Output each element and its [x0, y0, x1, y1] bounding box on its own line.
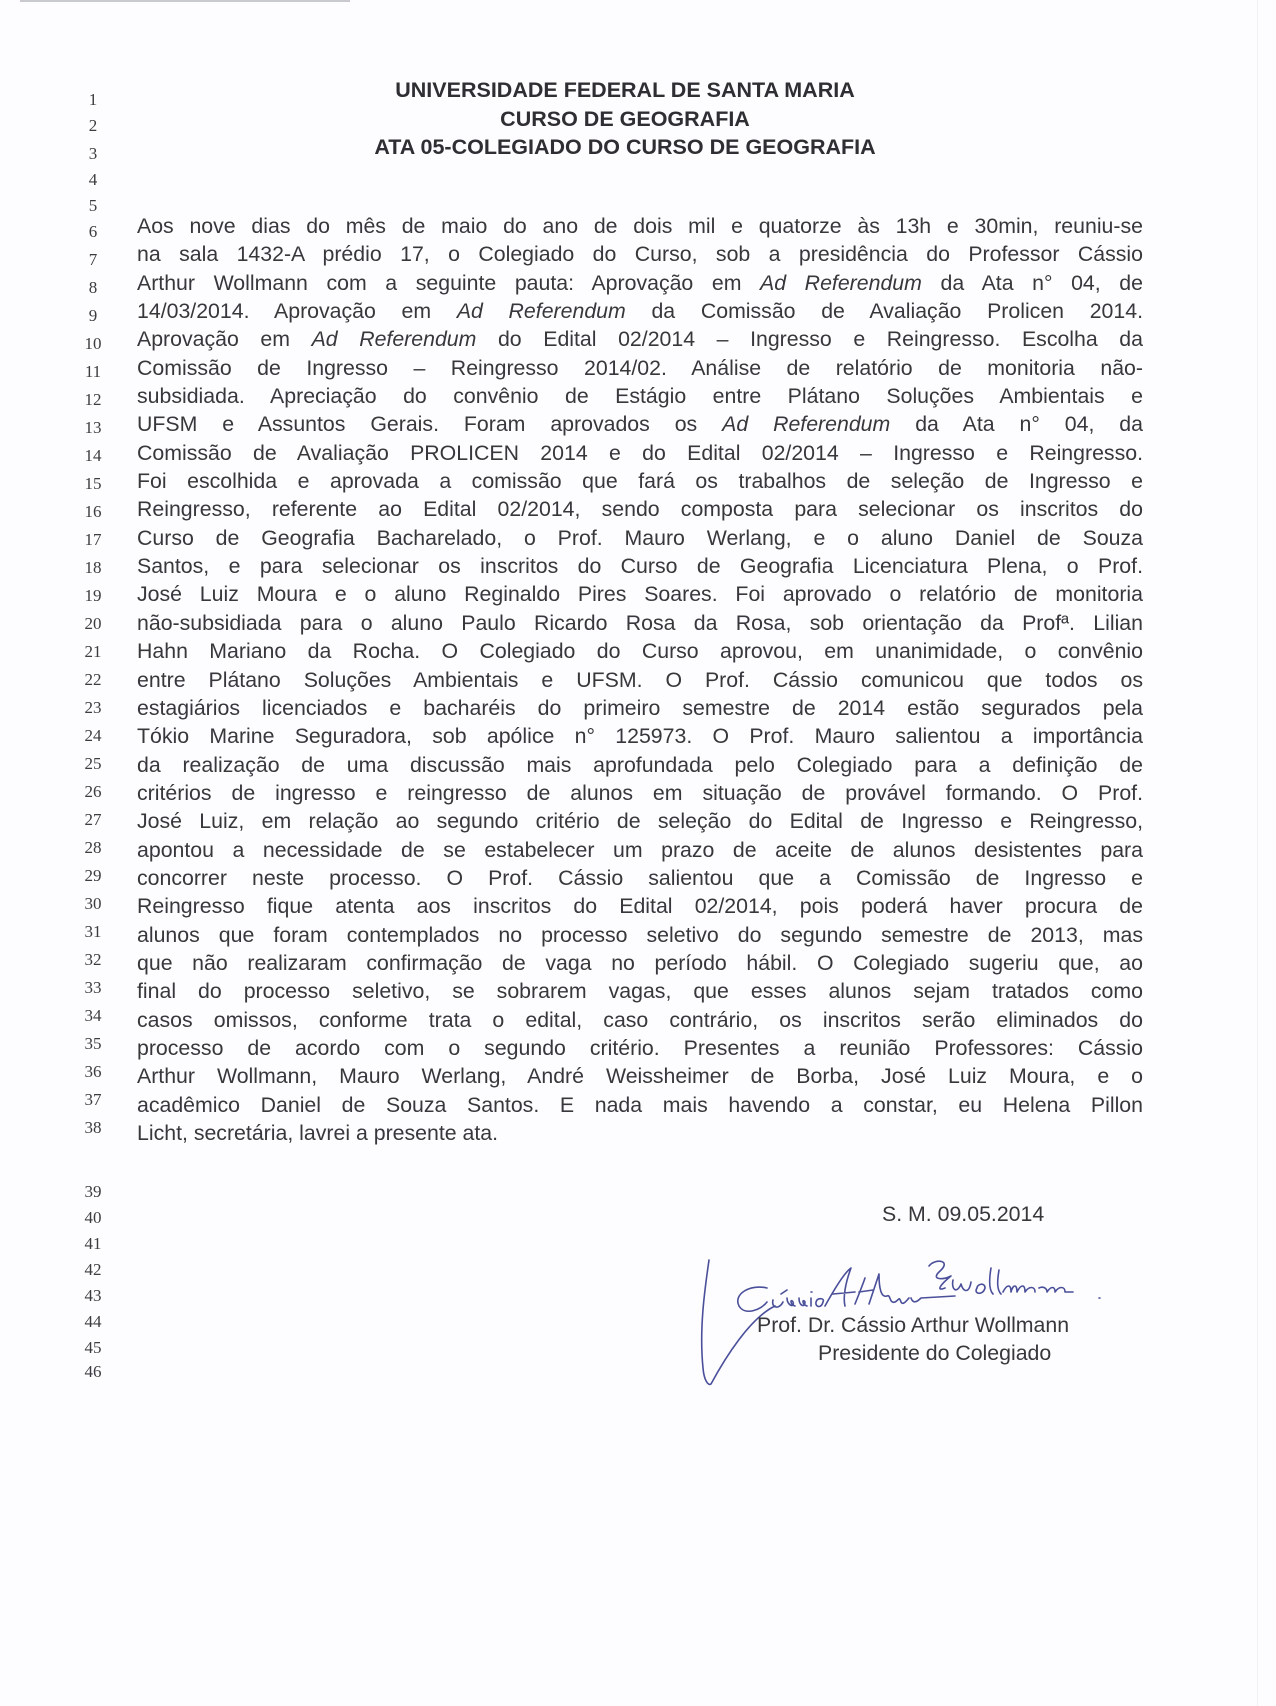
- text-segment: Curso de Geografia Bacharelado, o Prof. Mauro Werlang, e o aluno Daniel de Souza: [137, 525, 1143, 550]
- line-number: 7: [88, 250, 98, 269]
- italic-term: Ad Referendum: [722, 412, 891, 437]
- body-line: [137, 495, 1143, 523]
- line-number: 1: [88, 90, 98, 109]
- body-line: [137, 779, 1143, 807]
- text-segment: Hahn Mariano da Rocha. O Colegiado do Curso aprovou, em unanimidade, o convênio: [137, 639, 1143, 664]
- text-segment: alunos que foram contemplados no processo seletivo do segundo semestre de 2013, mas: [137, 922, 1143, 947]
- line-number: 30: [84, 894, 102, 913]
- body-line: [137, 410, 1143, 438]
- line-number: 11: [84, 362, 102, 381]
- line-number: 44: [84, 1312, 102, 1331]
- body-line: [137, 580, 1143, 608]
- body-line: [137, 439, 1143, 467]
- body-line: [137, 354, 1143, 382]
- line-number: 46: [84, 1362, 102, 1381]
- line-number: 3: [88, 144, 98, 163]
- line-number: 39: [84, 1182, 102, 1201]
- place-date: S. M. 09.05.2014: [882, 1202, 1045, 1226]
- line-number: 29: [84, 866, 102, 885]
- italic-term: Ad Referendum: [760, 270, 922, 295]
- line-number: 43: [84, 1286, 102, 1305]
- text-segment: na sala 1432-A prédio 17, o Colegiado do Curso, sob a presidência do Professor Cássio: [137, 242, 1143, 267]
- text-segment: Reingresso, referente ao Edital 02/2014, sendo composta para selecionar os inscritos do: [137, 497, 1143, 522]
- text-segment: Arthur Wollmann, Mauro Werlang, André Weissheimer de Borba, José Luiz Moura, e o: [137, 1064, 1143, 1089]
- text-segment: Arthur Wollmann com a seguinte pauta: Aprovação em: [137, 270, 761, 295]
- line-number: 21: [84, 642, 102, 661]
- line-number: 40: [84, 1208, 102, 1227]
- body-line: [137, 751, 1143, 779]
- text-segment: do Edital 02/2014 – Ingresso e Reingresso. Escolha da: [476, 327, 1143, 352]
- body-line: [137, 1091, 1143, 1119]
- body-line: [137, 609, 1143, 637]
- line-number: 31: [84, 922, 102, 941]
- text-segment: 14/03/2014. Aprovação em: [137, 299, 457, 324]
- text-segment: Reingresso fique atenta aos inscritos do Edital 02/2014, pois poderá haver procura de: [137, 894, 1143, 919]
- text-segment: Comissão de Ingresso – Reingresso 2014/02. Análise de relatório de monitoria não-: [137, 355, 1143, 380]
- italic-term: Ad Referendum: [456, 299, 626, 324]
- text-segment: que não realizaram confirmação de vaga no período hábil. O Colegiado sugeriu que, ao: [137, 950, 1143, 975]
- body-line: [137, 666, 1143, 694]
- body-line: [137, 807, 1143, 835]
- minutes-title: ATA 05-COLEGIADO DO CURSO DE GEOGRAFIA: [374, 135, 876, 159]
- body-line: [137, 325, 1143, 353]
- body-line: [137, 382, 1143, 410]
- text-segment: final do processo seletivo, se sobrarem vagas, que esses alunos sejam tratados como: [137, 979, 1143, 1004]
- line-number: 22: [84, 670, 102, 689]
- body-line: [137, 949, 1143, 977]
- course-name: CURSO DE GEOGRAFIA: [500, 106, 750, 131]
- line-number: 32: [84, 950, 102, 969]
- line-number: 18: [84, 558, 102, 577]
- body-line: [137, 240, 1143, 268]
- text-segment: estagiários licenciados e bacharéis do primeiro semestre de 2014 estão segurados pela: [137, 695, 1143, 720]
- body-line: [137, 524, 1143, 552]
- line-number: 34: [84, 1006, 102, 1025]
- body-line: [137, 836, 1143, 864]
- body-line: [137, 637, 1143, 665]
- text-segment: subsidiada. Apreciação do convênio de Estágio entre Plátano Soluções Ambientais e: [137, 384, 1143, 409]
- text-segment: José Luiz Moura e o aluno Reginaldo Pires Soares. Foi aprovado o relatório de monitoria: [137, 582, 1143, 607]
- text-segment: critérios de ingresso e reingresso de alunos em situação de provável formando. O Prof.: [137, 780, 1143, 805]
- line-number: 6: [88, 222, 98, 241]
- text-segment: UFSM e Assuntos Gerais. Foram aprovados os: [137, 412, 723, 437]
- line-number: 37: [84, 1090, 102, 1109]
- text-segment: Comissão de Avaliação PROLICEN 2014 e do Edital 02/2014 – Ingresso e Reingresso.: [137, 440, 1143, 465]
- body-line: [137, 1034, 1143, 1062]
- body-line: [137, 977, 1143, 1005]
- line-number: 15: [84, 474, 102, 493]
- line-number: 5: [88, 196, 98, 215]
- signature-stroke-cassio: [738, 1287, 824, 1311]
- line-number: 35: [84, 1034, 102, 1053]
- scan-edge-top: [20, 0, 350, 2]
- body-line: [137, 892, 1143, 920]
- body-line: [137, 722, 1143, 750]
- text-segment: da Ata n° 04, de: [921, 270, 1143, 295]
- text-segment: Licht, secretária, lavrei a presente ata.: [137, 1121, 499, 1145]
- line-number: 25: [84, 754, 102, 773]
- line-number: 36: [84, 1062, 102, 1081]
- line-number: 26: [84, 782, 102, 801]
- line-number: 4: [88, 170, 98, 189]
- signatory-name: Prof. Dr. Cássio Arthur Wollmann: [757, 1313, 1070, 1337]
- line-number: 24: [84, 726, 102, 745]
- body-line: [137, 921, 1143, 949]
- text-segment: acadêmico Daniel de Souza Santos. E nada mais havendo a constar, eu Helena Pillon: [137, 1092, 1143, 1117]
- text-segment: Aprovação em: [137, 327, 312, 352]
- body-line: [137, 467, 1143, 495]
- minutes-body: [137, 212, 1143, 1147]
- text-segment: não-subsidiada para o aluno Paulo Ricardo Rosa da Rosa, sob orientação da Profª. Lilian: [137, 610, 1143, 635]
- body-line: [137, 269, 1143, 297]
- text-segment: da Ata n° 04, da: [890, 412, 1143, 437]
- line-number: 41: [84, 1234, 102, 1253]
- body-line: [137, 864, 1143, 892]
- line-number: 23: [84, 698, 102, 717]
- body-line: [137, 212, 1143, 240]
- text-segment: apontou a necessidade de se estabelecer um prazo de aceite de alunos desistentes para: [137, 837, 1143, 862]
- line-number: 17: [84, 530, 102, 549]
- line-number: 16: [84, 502, 102, 521]
- body-line: [137, 694, 1143, 722]
- line-number: 42: [84, 1260, 102, 1279]
- line-number: 19: [84, 586, 102, 605]
- line-number: 8: [88, 278, 98, 297]
- text-segment: entre Plátano Soluções Ambientais e UFSM. O Prof. Cássio comunicou que todos os: [137, 667, 1143, 692]
- body-line: [137, 552, 1143, 580]
- text-segment: Santos, e para selecionar os inscritos do Curso de Geografia Licenciatura Plena, o Prof.: [137, 554, 1143, 579]
- signature-stroke-arthur: [825, 1268, 955, 1306]
- line-number: 38: [84, 1118, 102, 1137]
- line-number: 28: [84, 838, 102, 857]
- body-line: [137, 297, 1143, 325]
- line-number: 33: [84, 978, 102, 997]
- line-number: 9: [88, 306, 98, 325]
- body-line: [137, 1006, 1143, 1034]
- scan-edge-right: [1257, 0, 1258, 1706]
- document-header: [300, 76, 950, 162]
- line-number: 20: [84, 614, 102, 633]
- university-name: UNIVERSIDADE FEDERAL DE SANTA MARIA: [395, 78, 855, 102]
- text-segment: da realização de uma discussão mais aprofundada pelo Colegiado para a definição de: [137, 752, 1143, 777]
- line-number: 14: [84, 446, 102, 465]
- text-segment: Foi escolhida e aprovada a comissão que fará os trabalhos de seleção de Ingresso e: [137, 469, 1143, 494]
- text-segment: José Luiz, em relação ao segundo critério de seleção do Edital de Ingresso e Reingresso,: [137, 809, 1143, 834]
- text-segment: concorrer neste processo. O Prof. Cássio salientou que a Comissão de Ingresso e: [137, 865, 1143, 890]
- line-number: 13: [84, 418, 102, 437]
- line-number: 10: [84, 334, 102, 353]
- text-segment: processo de acordo com o segundo critério. Presentes a reunião Professores: Cássio: [137, 1035, 1143, 1060]
- line-number: 45: [84, 1338, 102, 1357]
- signature-stroke-wollmann: [929, 1261, 1100, 1298]
- line-number: 12: [84, 390, 102, 409]
- text-segment: Aos nove dias do mês de maio do ano de dois mil e quatorze às 13h e 30min, reuniu-se: [137, 214, 1143, 238]
- text-segment: casos omissos, conforme trata o edital, caso contrário, os inscritos serão eliminados do: [137, 1007, 1143, 1032]
- line-number: 27: [84, 810, 102, 829]
- body-line: [137, 1062, 1143, 1090]
- signatory-role: Presidente do Colegiado: [818, 1341, 1052, 1365]
- body-line: [137, 1119, 1143, 1147]
- text-segment: Tókio Marine Seguradora, sob apólice n° 125973. O Prof. Mauro salientou a importância: [137, 724, 1143, 749]
- text-segment: da Comissão de Avaliação Prolicen 2014.: [625, 299, 1144, 324]
- italic-term: Ad Referendum: [311, 327, 477, 352]
- line-number: 2: [88, 116, 98, 135]
